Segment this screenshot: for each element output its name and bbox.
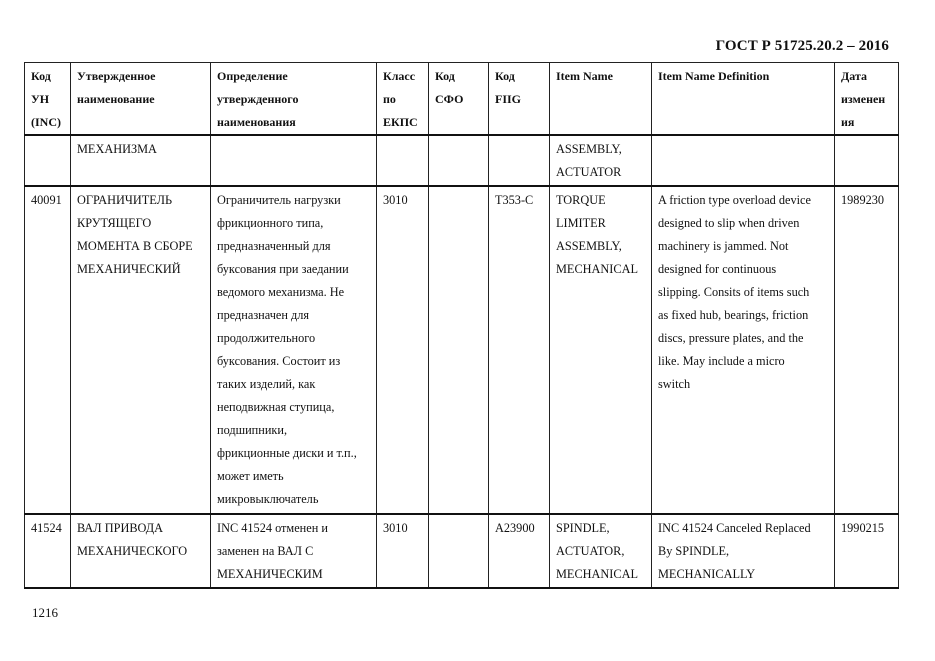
cell-item-name: SPINDLE, ACTUATOR, MECHANICAL (550, 514, 652, 588)
cell-definition: INC 41524 отменен и заменен на ВАЛ С МЕХАНИЧЕСКИМ (211, 514, 377, 588)
cell-date: 1989230 (835, 186, 899, 514)
cell-inc: 41524 (25, 514, 71, 588)
cell-inc (25, 135, 71, 186)
table-header-row (25, 63, 899, 136)
column-header-item-name: Item Name (550, 63, 652, 136)
table-row (25, 186, 899, 514)
column-header-definition: Определение утвержденного наименования (211, 63, 377, 136)
column-header-sfo: Код СФО (429, 63, 489, 136)
cell-sfo (429, 514, 489, 588)
cell-ekps (377, 135, 429, 186)
cell-fiig (489, 135, 550, 186)
cell-inc: 40091 (25, 186, 71, 514)
column-header-approved-name: Утвержденное наименование (71, 63, 211, 136)
classification-table (24, 62, 899, 589)
page-number: 1216 (32, 605, 58, 620)
cell-item-name: ASSEMBLY, ACTUATOR (550, 135, 652, 186)
cell-approved-name: МЕХАНИЗМА (71, 135, 211, 186)
cell-date (835, 135, 899, 186)
cell-definition (211, 135, 377, 186)
column-header-fiig: Код FIIG (489, 63, 550, 136)
cell-sfo (429, 135, 489, 186)
column-header-inc: Код УН (INC) (25, 63, 71, 136)
cell-item-definition: A friction type overload device designed to slip when driven machinery is jammed. Not designed for continuous slipping. Consits of items such as fixed hub, bearings, friction discs, pressure plates, and the like. May include a micro switch (652, 186, 835, 514)
column-header-ekps: Класс по ЕКПС (377, 63, 429, 136)
cell-fiig: T353-C (489, 186, 550, 514)
standard-title: ГОСТ Р 51725.20.2 – 2016 (715, 38, 889, 54)
cell-item-definition (652, 135, 835, 186)
cell-definition: Ограничитель нагрузки фрикционного типа, предназначенный для буксования при заедании ведомого механизма. Не предназначен для продолжительного буксования. Состоит из таких изделий, как неподвижная ступица, подшипники, фрикционные диски и т.п., может иметь микровыключатель (211, 186, 377, 514)
cell-approved-name: ОГРАНИЧИТЕЛЬ КРУТЯЩЕГО МОМЕНТА В СБОРЕ МЕХАНИЧЕСКИЙ (71, 186, 211, 514)
cell-date: 1990215 (835, 514, 899, 588)
table-row (25, 514, 899, 588)
cell-sfo (429, 186, 489, 514)
cell-fiig: A23900 (489, 514, 550, 588)
column-header-item-definition: Item Name Definition (652, 63, 835, 136)
column-header-date: Дата изменен ия (835, 63, 899, 136)
cell-ekps: 3010 (377, 514, 429, 588)
cell-item-name: TORQUE LIMITER ASSEMBLY, MECHANICAL (550, 186, 652, 514)
cell-ekps: 3010 (377, 186, 429, 514)
cell-approved-name: ВАЛ ПРИВОДА МЕХАНИЧЕСКОГО (71, 514, 211, 588)
table-row (25, 135, 899, 186)
cell-item-definition: INC 41524 Canceled Replaced By SPINDLE, MECHANICALLY (652, 514, 835, 588)
